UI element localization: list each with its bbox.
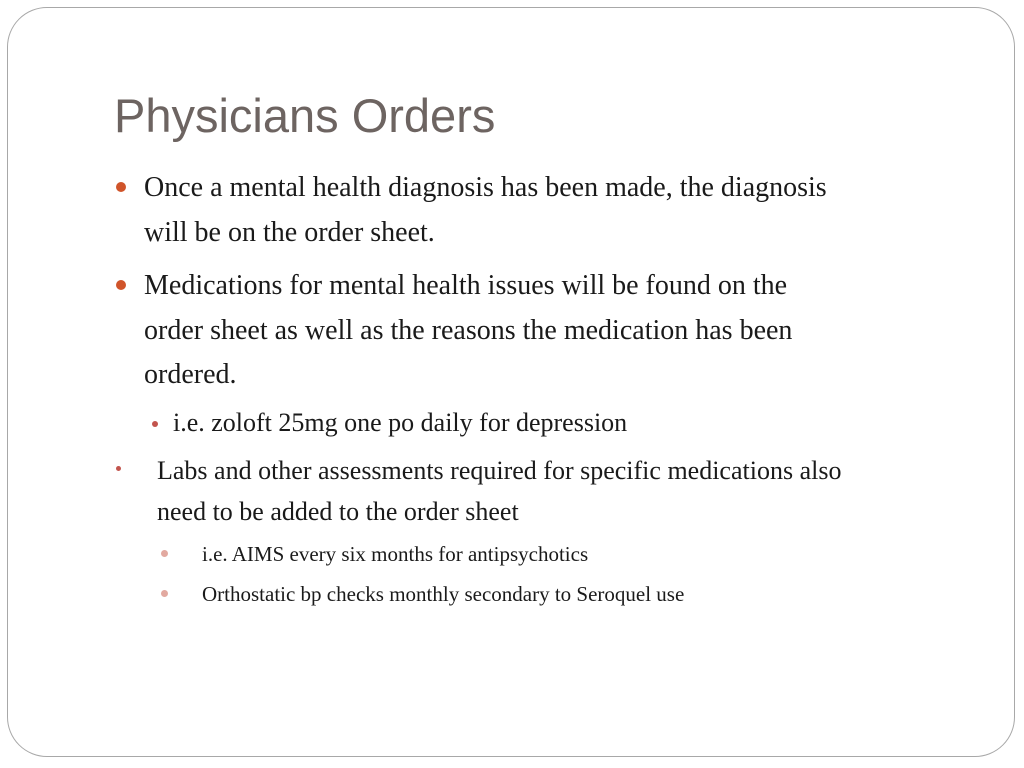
bullet-line: Orthostatic bp checks monthly secondary to Seroquel use bbox=[202, 582, 685, 606]
bullet-line: i.e. AIMS every six months for antipsychotics bbox=[202, 542, 589, 566]
bullet-line: Once a mental health diagnosis has been made, the diagnosis bbox=[144, 172, 827, 203]
slide-title: Physicians Orders bbox=[114, 89, 496, 142]
bullet-dot bbox=[161, 590, 168, 597]
bullet-dot bbox=[152, 421, 158, 427]
bullet-dot bbox=[161, 550, 168, 557]
bullet-dot bbox=[116, 466, 121, 471]
bullet-line: Medications for mental health issues will be found on the bbox=[144, 270, 788, 301]
bullet-line: i.e. zoloft 25mg one po daily for depression bbox=[173, 408, 628, 437]
bullet-line: will be on the order sheet. bbox=[144, 217, 435, 248]
bullet-dot bbox=[116, 280, 126, 290]
bullet-line: order sheet as well as the reasons the medication has been bbox=[144, 315, 793, 346]
bullet-line: Labs and other assessments required for specific medications also bbox=[157, 456, 842, 485]
bullet-line: need to be added to the order sheet bbox=[157, 497, 519, 526]
bullet-dot bbox=[116, 182, 126, 192]
bullet-line: ordered. bbox=[144, 359, 237, 390]
